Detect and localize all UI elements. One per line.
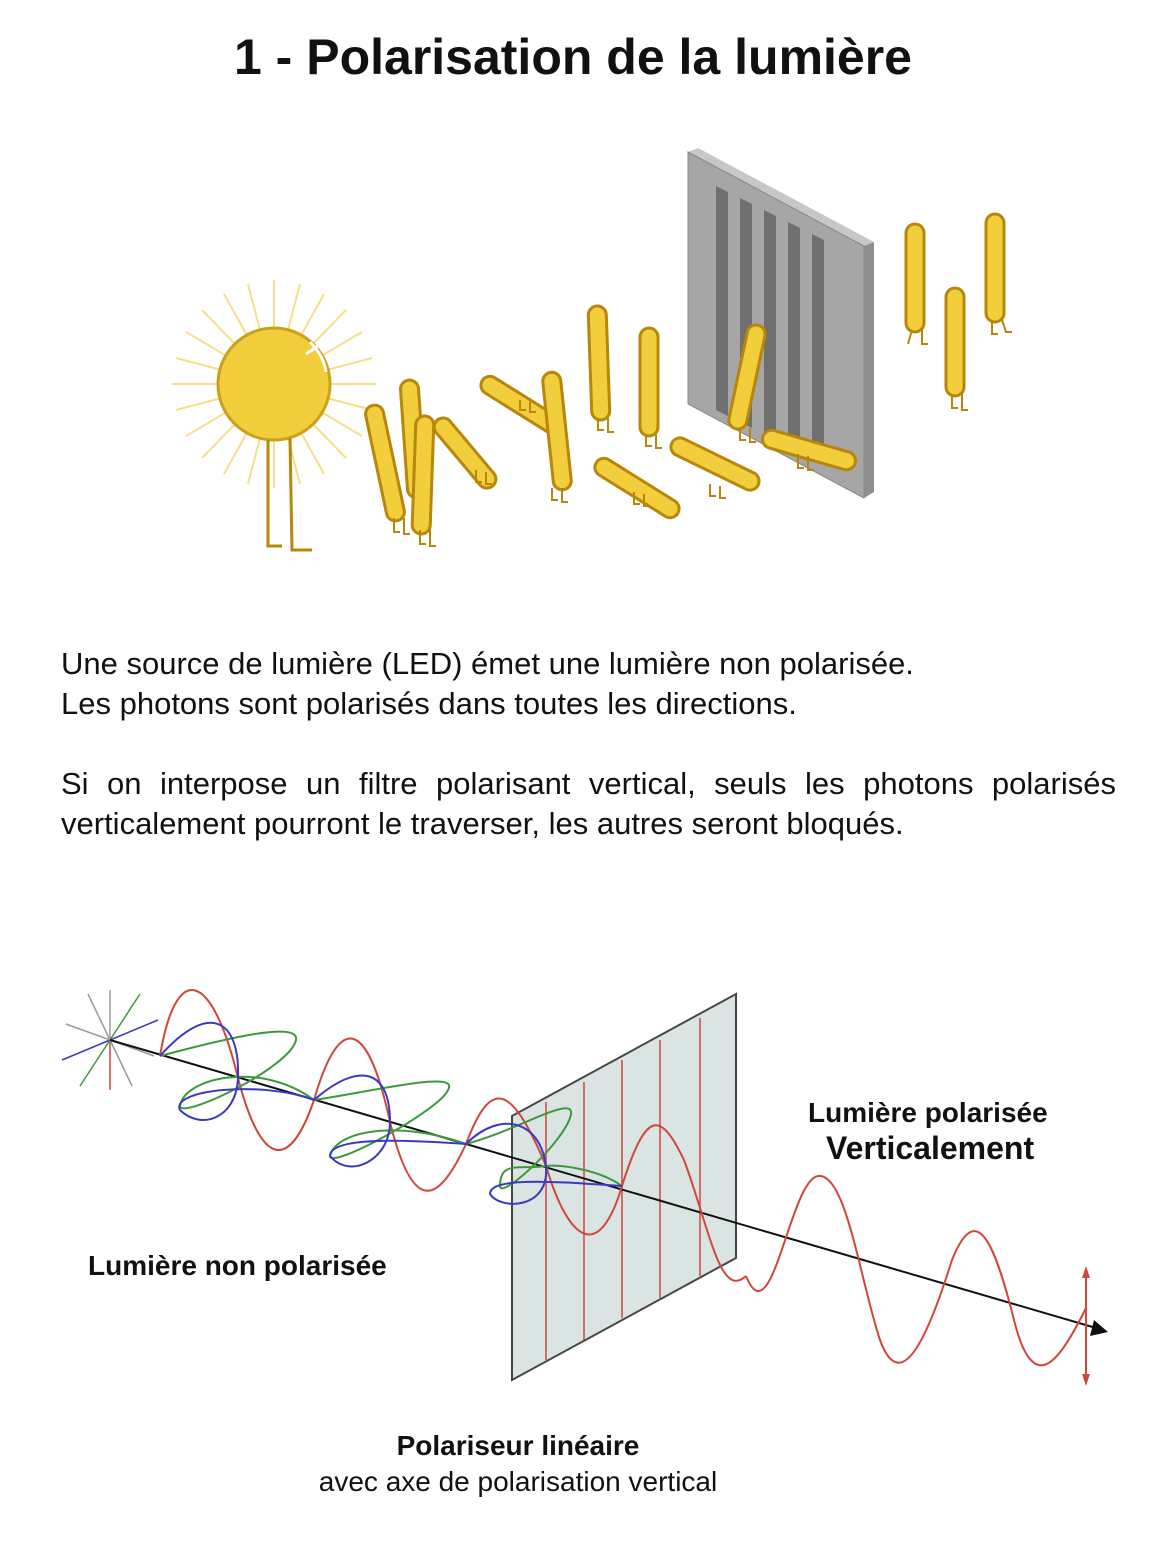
photons <box>364 214 1004 534</box>
paragraph-2: Si on interpose un filtre polarisant vertical, seuls les photons polarisés verticalement pourront le traverser, les autres seront bloqués. <box>61 766 1116 841</box>
explanation-text <box>61 644 1116 844</box>
label-polarization-axis: avec axe de polarisation vertical <box>318 1466 718 1497</box>
photon-filter-illustration <box>150 140 1050 580</box>
label-vertically: Verticalement <box>826 1130 1035 1166</box>
paragraph-line-2: Les photons sont polarisés dans toutes les directions. <box>61 686 797 721</box>
page-title: 1 - Polarisation de la lumière <box>233 29 912 85</box>
label-linear-polarizer: Polariseur linéaire <box>396 1430 640 1461</box>
wave-red-polarized <box>746 1176 1086 1365</box>
label-unpolarized-light: Lumière non polarisée <box>88 1250 387 1281</box>
axis-arrowhead <box>1090 1320 1108 1336</box>
label-polarized-light: Lumière polarisée <box>808 1097 1048 1128</box>
paragraph-line-1: Une source de lumière (LED) émet une lumière non polarisée. <box>61 646 914 681</box>
